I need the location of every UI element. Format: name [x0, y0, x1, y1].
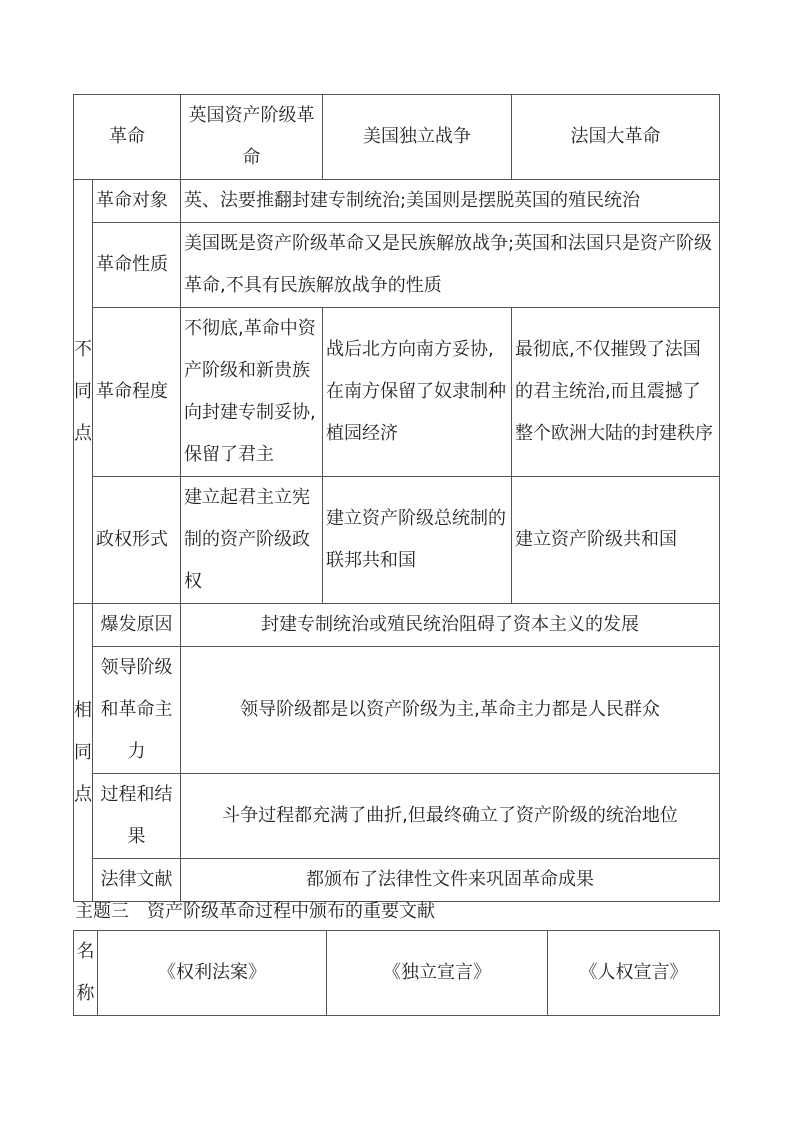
documents-row: [74, 931, 720, 1016]
cell-degree-usa: 战后北方向南方妥协,在南方保留了奴隶制种植园经济: [323, 308, 512, 477]
header-row: [74, 95, 720, 180]
cell-nature-merged: 美国既是资产阶级革命又是民族解放战争;英国和法国只是资产阶级革命,不具有民族解放战争的性质: [181, 223, 720, 308]
row-label-legal-docs: 法律文献: [93, 859, 181, 902]
row-label-nature: 革命性质: [93, 223, 181, 308]
row-degree: [74, 308, 720, 477]
documents-table: [73, 930, 720, 1016]
row-nature: [74, 223, 720, 308]
documents-name-label: [74, 931, 98, 1016]
cell-regime-usa: 建立资产阶级总统制的联邦共和国: [323, 477, 512, 604]
documents-name-text: 名称: [76, 941, 95, 1004]
section-heading: 主题三 资产阶级革命过程中颁布的重要文献: [75, 901, 435, 922]
cell-regime-france: 建立资产阶级共和国: [512, 477, 720, 604]
row-label-leadership: 领导阶级和革命主力: [93, 647, 181, 774]
row-target: [74, 180, 720, 223]
cell-regime-britain: 建立起君主立宪制的资产阶级政权: [181, 477, 323, 604]
row-label-process: 过程和结果: [93, 774, 181, 859]
header-britain: 英国资产阶级革命: [181, 95, 323, 180]
row-label-degree: 革命程度: [93, 308, 181, 477]
differences-group-text: 不同点: [74, 338, 92, 444]
cell-target-merged: 英、法要推翻封建专制统治;美国则是摆脱英国的殖民统治: [181, 180, 720, 223]
row-regime: [74, 477, 720, 604]
document-declaration-of-rights-of-man: 《人权宣言》: [548, 931, 720, 1016]
revolution-comparison-table: [73, 94, 720, 902]
row-cause: [74, 604, 720, 647]
similarities-group-label: [74, 604, 93, 902]
similarities-group-text: 相同点: [74, 699, 92, 805]
row-label-target: 革命对象: [93, 180, 181, 223]
row-leadership: [74, 647, 720, 774]
row-label-regime: 政权形式: [93, 477, 181, 604]
document-declaration-of-independence: 《独立宣言》: [327, 931, 548, 1016]
header-revolution-label: 革命: [74, 95, 181, 180]
document-bill-of-rights: 《权利法案》: [98, 931, 327, 1016]
row-process: [74, 774, 720, 859]
header-france: 法国大革命: [512, 95, 720, 180]
cell-leadership-merged: 领导阶级都是以资产阶级为主,革命主力都是人民群众: [181, 647, 720, 774]
cell-degree-france: 最彻底,不仅摧毁了法国的君主统治,而且震撼了整个欧洲大陆的封建秩序: [512, 308, 720, 477]
cell-legal-docs-merged: 都颁布了法律性文件来巩固革命成果: [181, 859, 720, 902]
header-usa: 美国独立战争: [323, 95, 512, 180]
row-legal-docs: [74, 859, 720, 902]
cell-cause-merged: 封建专制统治或殖民统治阻碍了资本主义的发展: [181, 604, 720, 647]
differences-group-label: [74, 180, 93, 604]
cell-process-merged: 斗争过程都充满了曲折,但最终确立了资产阶级的统治地位: [181, 774, 720, 859]
cell-degree-britain: 不彻底,革命中资产阶级和新贵族向封建专制妥协,保留了君主: [181, 308, 323, 477]
row-label-cause: 爆发原因: [93, 604, 181, 647]
